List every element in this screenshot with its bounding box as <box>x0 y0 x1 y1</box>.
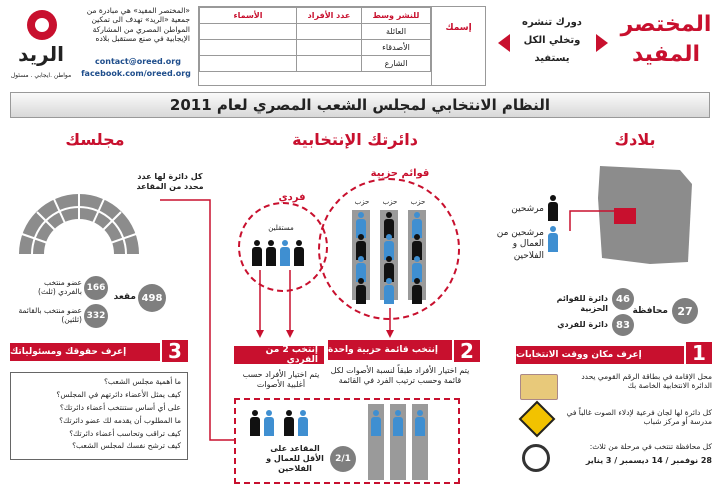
step-3-badge: 3 <box>162 340 188 362</box>
total-seats-label: مقعد <box>113 292 136 302</box>
quota-individual-icon <box>250 410 260 436</box>
individual-label: فردي <box>278 192 306 203</box>
share-cell[interactable] <box>200 40 297 56</box>
quota-value: 2/1 <box>330 446 356 472</box>
question-item: كيف يمثل الأعضاء دائرتهم في المجلس؟ <box>56 389 181 399</box>
quota-individual-icon <box>298 410 308 436</box>
quota-list-icon <box>371 410 381 436</box>
slogan-line: دورك تنشره <box>522 17 582 28</box>
share-cell[interactable] <box>297 24 362 40</box>
candidate-icon <box>548 195 558 221</box>
governorates-label: محافظة <box>632 306 668 316</box>
governorates-count: 27 <box>672 298 698 324</box>
section-districts-heading: دائرتك الإنتخابية <box>292 130 418 149</box>
arrow-right-icon <box>596 34 608 52</box>
where-item-1: محل الإقامة في بطاقة الرقم القومي يحدد الدائرة الانتخابية الخاصة بك <box>581 372 712 391</box>
where-item-3: كل محافظة تنتخب في مرحلة من ثلاث: <box>589 442 712 451</box>
question-item: كيف ترشح نفسك لمجلس الشعب؟ <box>72 441 181 451</box>
brand-title-line: المختصر <box>620 12 712 37</box>
share-cell[interactable] <box>200 24 297 40</box>
facebook-link[interactable]: facebook.com/oreed.org <box>81 69 191 78</box>
share-name-label: إسمك <box>431 7 485 85</box>
individual-districts-count: 83 <box>612 314 634 336</box>
step-1-badge: 1 <box>686 342 712 364</box>
share-cell[interactable] <box>200 56 297 72</box>
share-row-label: العائلة <box>362 24 431 40</box>
share-header-count: عدد الأفراد <box>297 8 362 24</box>
parliament-seats <box>14 178 144 258</box>
election-dates: 28 نوفمبر / 14 ديسمبر / 3 يناير <box>585 456 712 465</box>
legend-workers: مرشحين من العمال و الفلاحين <box>496 228 544 261</box>
question-item: ما المطلوب أن يقدمه لك عضو دائرتك؟ <box>59 415 181 425</box>
share-header-scope: للنشر وسط <box>362 8 431 24</box>
share-table <box>198 6 486 86</box>
logo-tagline: مواطن .ايجابي . مسئول <box>10 72 72 79</box>
logo-text: الريد <box>18 42 64 66</box>
page-title: النظام الانتخابي لمجلس الشعب المصري لعام 2011 <box>169 96 551 114</box>
total-seats-value: 498 <box>138 284 166 312</box>
slogan <box>512 14 592 68</box>
section-country-heading: بلادك <box>614 130 656 149</box>
slogan-line: وتخلي الكل <box>523 35 581 46</box>
questions-box <box>10 372 188 460</box>
quota-individual-icon <box>284 410 294 436</box>
question-item: ما أهمية مجلس الشعب؟ <box>103 377 181 386</box>
share-cell[interactable] <box>297 40 362 56</box>
contact-email[interactable]: contact@oreed.org <box>95 57 181 66</box>
quota-individual-icon <box>264 410 274 436</box>
individual-districts-label: دائرة للفردي <box>557 320 608 329</box>
arrow-left-icon <box>498 34 510 52</box>
flow-arrows <box>230 260 430 340</box>
individual-vote-desc: يتم اختيار الأفراد حسب أغلبية الأصوات <box>242 370 320 389</box>
party-label: حزب <box>354 198 370 206</box>
list-seats-value: 332 <box>84 304 108 328</box>
share-header-names: الأسماء <box>200 8 297 24</box>
map-connector <box>560 205 620 235</box>
step-2-badge: 2 <box>454 340 480 362</box>
share-cell[interactable] <box>297 56 362 72</box>
question-item: على أي أساس ستنتخب أعضاء دائرتك؟ <box>59 402 181 412</box>
individual-seats-label: عضو منتخب بالفردي (ثلث) <box>38 278 82 297</box>
share-row-label: الشارع <box>362 56 431 72</box>
title-bar <box>10 92 710 118</box>
slogan-line: يستفيد <box>534 53 570 64</box>
individual-vote-box-title: إنتخب 2 من الفردي <box>234 346 324 364</box>
where-item-2: كل دائرة لها لجان فرعية لإدلاء الصوت غالباً في مدرسة أو مركز شباب <box>566 408 712 427</box>
logo <box>10 8 72 88</box>
org-description: «المختصر المفيد» هي مبادرة من جمعية «الريد» تهدف الى تمكين المواطن المصري من المشاركة الإيجابية في صنع مستقبل بلاده <box>86 6 190 44</box>
share-row-label: الأصدقاء <box>362 40 431 56</box>
quota-text: المقاعد على الأقل للعمال و الفلاحين <box>266 444 324 473</box>
quota-list-icon <box>393 410 403 436</box>
list-vote-desc: يتم اختيار الأفراد طبقاً لنسبة الأصوات لكل قائمة وحسب ترتيب الفرد في القائمة <box>330 366 470 385</box>
brand-title <box>618 10 714 69</box>
party-label: حزب <box>382 198 398 206</box>
school-sign-icon <box>519 401 556 438</box>
section-council-heading: مجلسك <box>65 130 125 149</box>
quota-list-icon <box>415 410 425 436</box>
party-lists-label: قوائم حزبية <box>370 168 430 179</box>
seats-note: كل دائرة لها عدد محدد من المقاعد <box>136 172 204 191</box>
party-label: حزب <box>410 198 426 206</box>
individual-seats-value: 166 <box>84 276 108 300</box>
list-seats-label: عضو منتخب بالقائمة (ثلثين) <box>18 306 82 325</box>
brand-title-line: المفيد <box>631 41 701 67</box>
worker-candidate-icon <box>548 226 558 252</box>
list-districts-label: دائرة للقوائم الحزبية <box>556 294 608 313</box>
id-card-icon <box>520 374 558 400</box>
question-item: كيف تراقب وتحاسب أعضاء دائرتك؟ <box>69 428 181 438</box>
where-when-title: إعرف مكان ووقت الانتخابات <box>516 346 684 364</box>
legend-candidates: مرشحين <box>511 204 544 214</box>
list-districts-count: 46 <box>612 288 634 310</box>
list-vote-box-title: إنتخب قائمة حزبية واحدة <box>328 340 452 360</box>
rights-title: إعرف حقوقك ومسئولياتك <box>10 343 160 361</box>
independents-label: مستقلين <box>268 224 294 232</box>
